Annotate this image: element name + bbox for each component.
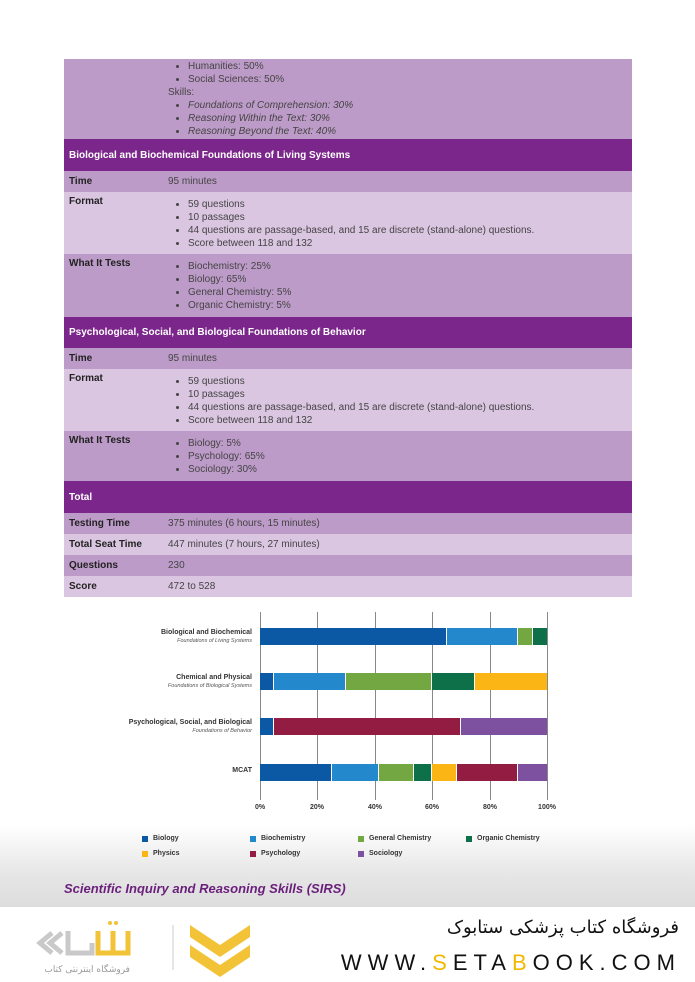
x-tick: 80% (482, 804, 498, 811)
list-item: • 44 questions are passage-based, and 15 are discrete (stand-alone) questions. (188, 401, 632, 414)
row-value: 95 minutes (168, 176, 217, 187)
category-label: Psychological, Social, and Biological Foundations of Behavior (128, 719, 252, 734)
store-name: فروشگاه کتاب پزشکی ستابوک (446, 917, 679, 938)
list-item: • General Chemistry: 5% (188, 286, 632, 299)
bar-segment-organic-chemistry (432, 673, 475, 690)
legend-item: General Chemistry (358, 835, 431, 842)
table-row (64, 513, 632, 534)
row-label: Format (69, 373, 103, 384)
gridline (547, 612, 548, 800)
section-title: Total (69, 491, 93, 503)
setabook-emblem-icon (190, 925, 250, 977)
table-row (64, 369, 632, 431)
row-label: Testing Time (69, 518, 130, 529)
table-row (64, 576, 632, 597)
list-item: • Reasoning Within the Text: 30% (188, 112, 632, 125)
section-title: Psychological, Social, and Biological Foundations of Behavior (69, 327, 366, 338)
bar (260, 718, 547, 735)
list-item: • Sociology: 30% (188, 463, 632, 476)
list-item: • 59 questions (188, 198, 632, 211)
sirs-heading: Scientific Inquiry and Reasoning Skills (SIRS) (64, 881, 346, 896)
legend-item: Sociology (358, 850, 402, 857)
list-item: • 44 questions are passage-based, and 15 are discrete (stand-alone) questions. (188, 224, 632, 237)
bar (260, 673, 547, 690)
table-row (64, 431, 632, 481)
bar (260, 764, 547, 781)
bar-segment-biochemistry (447, 628, 519, 645)
list-item: • Social Sciences: 50% (188, 73, 632, 86)
bar-segment-psychology (274, 718, 461, 735)
bar-segment-psychology (457, 764, 519, 781)
row-label: Format (69, 196, 103, 207)
bar-segment-sociology (461, 718, 547, 735)
category-label: MCAT (232, 767, 252, 774)
bar (260, 628, 547, 645)
list-item: • 10 passages (188, 388, 632, 401)
table-row (64, 555, 632, 576)
row-value: 95 minutes (168, 353, 217, 364)
table-row (64, 192, 632, 254)
legend-swatch (250, 851, 256, 857)
list-item: • Biology: 65% (188, 273, 632, 286)
bar-segment-organic-chemistry (414, 764, 433, 781)
list-item: • Psychology: 65% (188, 450, 632, 463)
bar-segment-general-chemistry (346, 673, 432, 690)
row-value: 375 minutes (6 hours, 15 minutes) (168, 518, 320, 529)
x-tick: 0% (254, 804, 266, 811)
row-label: Questions (69, 560, 118, 571)
x-tick: 40% (367, 804, 383, 811)
list-item: • Score between 118 and 132 (188, 414, 632, 427)
section-header (64, 139, 632, 171)
bar-segment-sociology (518, 764, 547, 781)
row-label: Total Seat Time (69, 539, 142, 550)
legend-item: Biology (142, 835, 179, 842)
list-item: • 10 passages (188, 211, 632, 224)
bar-segment-biology (260, 673, 274, 690)
bar-segment-general-chemistry (518, 628, 532, 645)
row-label: What It Tests (69, 258, 131, 269)
legend-item: Organic Chemistry (466, 835, 540, 842)
setabook-logo (30, 915, 270, 977)
x-tick: 20% (309, 804, 325, 811)
bar-segment-general-chemistry (379, 764, 413, 781)
category-label: Chemical and Physical Foundations of Biological Systems (167, 674, 252, 689)
category-label: Biological and Biochemical Foundations of Living Systems (160, 629, 252, 644)
chevron-left-icon (40, 933, 62, 953)
bar-segment-physics (475, 673, 547, 690)
row-value: 472 to 528 (168, 581, 216, 592)
list-item: • Reasoning Beyond the Text: 40% (188, 125, 632, 138)
list-item: • Score between 118 and 132 (188, 237, 632, 250)
table-row (64, 534, 632, 555)
x-tick: 100% (538, 804, 556, 811)
bar-segment-biology (260, 764, 332, 781)
section-header (64, 317, 632, 348)
section-title: Biological and Biochemical Foundations of Living Systems (69, 149, 351, 161)
row-label: Score (69, 581, 97, 592)
row-value: 447 minutes (7 hours, 27 minutes) (168, 539, 320, 550)
legend-item: Psychology (250, 850, 300, 857)
x-tick: 60% (424, 804, 440, 811)
table-row (64, 254, 632, 317)
legend-swatch (142, 851, 148, 857)
table-row (64, 171, 632, 192)
list-item: • Biochemistry: 25% (188, 260, 632, 273)
list-item: • Foundations of Comprehension: 30% (188, 99, 632, 112)
bar-segment-biochemistry (332, 764, 379, 781)
section-header (64, 481, 632, 513)
legend-swatch (250, 836, 256, 842)
row-value: 230 (168, 560, 185, 571)
row-label: What It Tests (69, 435, 131, 446)
legend-swatch (358, 851, 364, 857)
legend-swatch (142, 836, 148, 842)
bar-segment-organic-chemistry (533, 628, 547, 645)
bar-segment-biology (260, 628, 447, 645)
mcat-table (64, 59, 632, 597)
bar-segment-biochemistry (274, 673, 346, 690)
list-item: • 59 questions (188, 375, 632, 388)
legend-item: Physics (142, 850, 179, 857)
stacked-bar-chart (130, 612, 560, 832)
bar-segment-physics (432, 764, 456, 781)
list-item: • Humanities: 50% (188, 60, 632, 73)
legend-item: Biochemistry (250, 835, 305, 842)
list-item: • Biology: 5% (188, 437, 632, 450)
row-label: Time (69, 353, 93, 364)
store-url[interactable]: WWW.SETABOOK.COM (340, 950, 681, 975)
skills-label: Skills: (168, 87, 195, 98)
legend-swatch (358, 836, 364, 842)
row-label: Time (69, 176, 93, 187)
bar-segment-biology (260, 718, 274, 735)
legend-swatch (466, 836, 472, 842)
table-row (64, 59, 632, 139)
list-item: • Organic Chemistry: 5% (188, 299, 632, 312)
svg-text:فروشگاه اینترنتی کتاب: فروشگاه اینترنتی کتاب (44, 965, 130, 975)
footer-banner (0, 907, 695, 982)
table-row (64, 348, 632, 369)
